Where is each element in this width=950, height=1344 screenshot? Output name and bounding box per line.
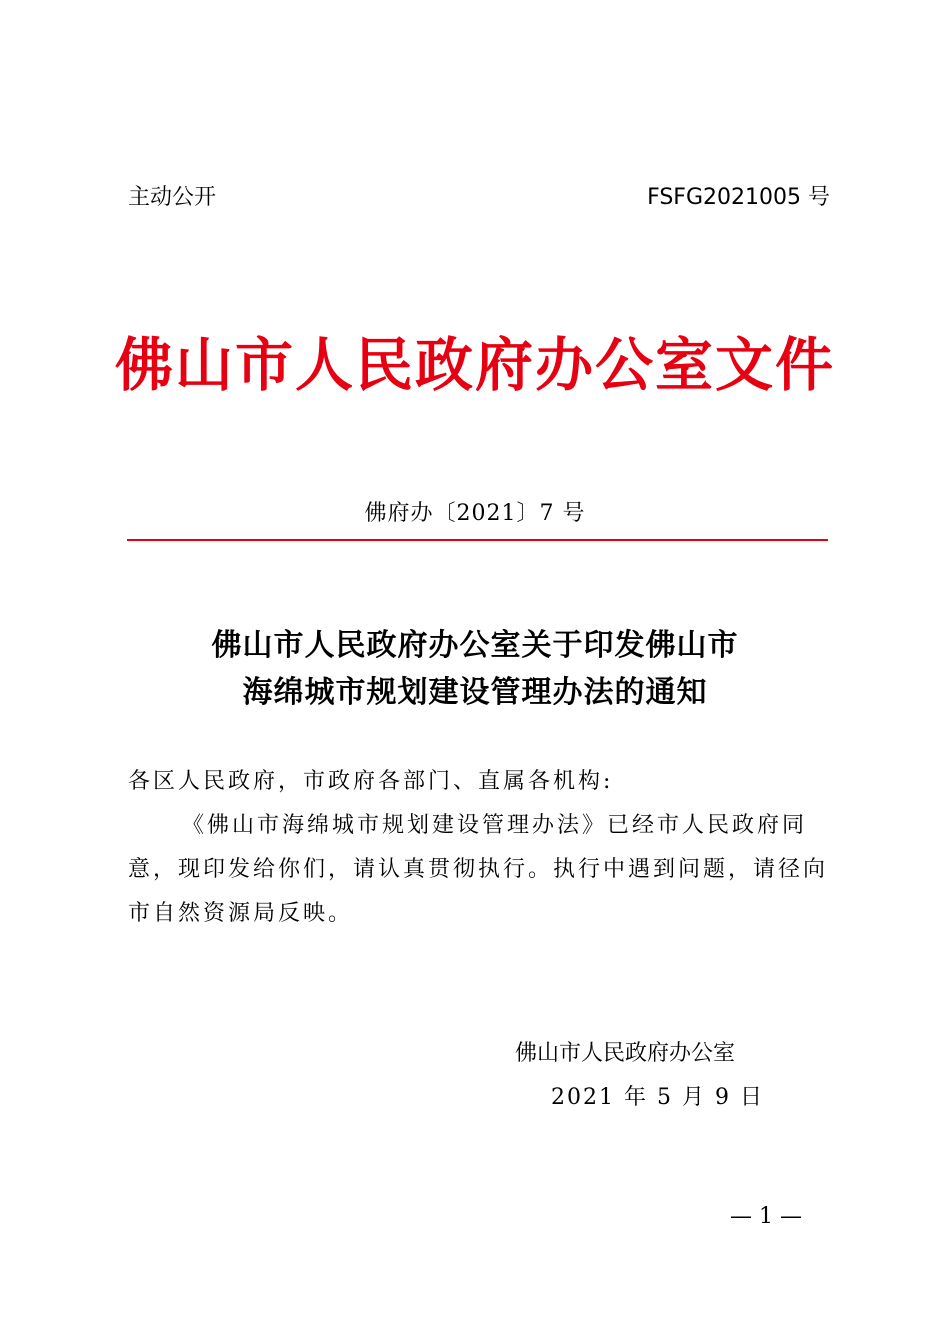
body-line-2: 意，现印发给你们，请认真贯彻执行。执行中遇到问题，请径向 xyxy=(128,857,829,882)
document-title-line-2: 海绵城市规划建设管理办法的通知 xyxy=(242,675,708,710)
document-title-line-1: 佛山市人民政府办公室关于印发佛山市 xyxy=(211,628,739,663)
body-line-1: 《佛山市海绵城市规划建设管理办法》已经市人民政府同 xyxy=(182,813,808,838)
disclosure-label: 主动公开 xyxy=(128,185,217,210)
salutation: 各区人民政府，市政府各部门、直属各机构: xyxy=(128,769,614,794)
document-number: FSFG2021005 号 xyxy=(647,185,830,210)
organization-header: 佛山市人民政府办公室文件 xyxy=(114,331,835,399)
body-line-3: 市自然资源局反映。 xyxy=(128,901,354,926)
signature: 佛山市人民政府办公室 xyxy=(515,1041,736,1066)
red-divider xyxy=(127,539,828,541)
page-number: — 1 — xyxy=(730,1204,802,1229)
issue-date: 2021 年 5 月 9 日 xyxy=(551,1085,764,1110)
issue-number: 佛府办〔2021〕7 号 xyxy=(364,501,586,526)
